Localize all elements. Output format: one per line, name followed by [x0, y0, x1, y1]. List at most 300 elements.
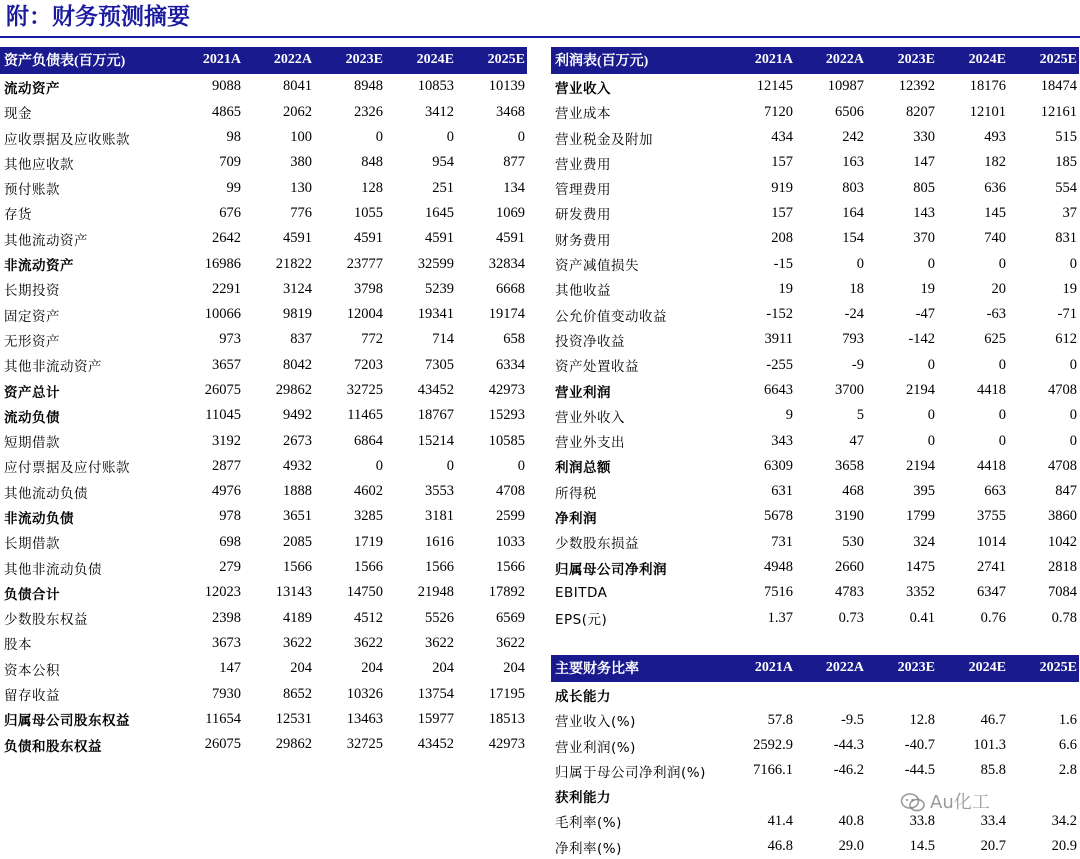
- row-label: 净利率(%): [555, 840, 622, 857]
- value-cell: 0: [1069, 407, 1077, 424]
- value-cell: 47: [849, 432, 864, 449]
- year-header: 2021A: [172, 47, 243, 73]
- value-cell: 98: [226, 129, 241, 146]
- value-cell: 42973: [488, 736, 525, 753]
- value-cell: 46.8: [767, 838, 793, 855]
- row-label: 非流动资产: [4, 258, 74, 275]
- table-row: [0, 201, 527, 226]
- value-cell: 204: [290, 660, 312, 677]
- value-cell: 13754: [417, 685, 454, 702]
- value-cell: 19: [1062, 280, 1077, 297]
- value-cell: 631: [771, 483, 793, 500]
- value-cell: 3657: [212, 356, 241, 373]
- value-cell: 3468: [496, 103, 525, 120]
- value-cell: 15293: [488, 407, 525, 424]
- value-cell: 279: [219, 559, 241, 576]
- value-cell: 2085: [283, 533, 312, 550]
- value-cell: 145: [984, 204, 1006, 221]
- value-cell: 772: [361, 331, 383, 348]
- value-cell: 157: [771, 204, 793, 221]
- value-cell: 954: [432, 154, 454, 171]
- value-cell: 17195: [488, 685, 525, 702]
- value-cell: 12023: [204, 584, 241, 601]
- value-cell: -152: [766, 306, 793, 323]
- row-label: 存货: [4, 207, 32, 224]
- value-cell: 143: [913, 204, 935, 221]
- value-cell: 4708: [496, 483, 525, 500]
- value-cell: -24: [844, 306, 864, 323]
- table-row: [0, 555, 527, 580]
- value-cell: 2326: [354, 103, 383, 120]
- value-cell: 13143: [275, 584, 312, 601]
- value-cell: 3622: [496, 634, 525, 651]
- year-header: 2023E: [866, 47, 937, 73]
- value-cell: 3553: [425, 483, 454, 500]
- row-label: 短期借款: [4, 435, 60, 452]
- table-title: 利润表(百万元): [551, 47, 724, 73]
- value-cell: 515: [1055, 129, 1077, 146]
- value-cell: 676: [219, 204, 241, 221]
- table-row: [551, 378, 1079, 403]
- value-cell: 4932: [283, 457, 312, 474]
- row-label: 负债合计: [4, 586, 60, 603]
- value-cell: 7203: [354, 356, 383, 373]
- value-cell: 29862: [275, 382, 312, 398]
- table-row: [0, 504, 527, 529]
- value-cell: 18176: [969, 78, 1006, 95]
- value-cell: 8948: [354, 78, 383, 95]
- value-cell: 32725: [346, 382, 383, 398]
- value-cell: 3798: [354, 280, 383, 297]
- table-row: [551, 606, 1079, 631]
- value-cell: 15977: [417, 710, 454, 727]
- value-cell: 4591: [496, 230, 525, 247]
- value-cell: 7084: [1048, 584, 1077, 601]
- value-cell: 731: [771, 533, 793, 550]
- value-cell: -255: [766, 356, 793, 373]
- value-cell: 26075: [204, 382, 241, 398]
- table-row: [0, 150, 527, 175]
- value-cell: 625: [984, 331, 1006, 348]
- value-cell: 554: [1055, 179, 1077, 196]
- value-cell: 2642: [212, 230, 241, 247]
- table-row: [0, 125, 527, 150]
- value-cell: -40.7: [904, 737, 935, 754]
- value-cell: 57.8: [767, 711, 793, 728]
- row-label: 营业利润: [555, 384, 611, 401]
- row-label: 管理费用: [555, 182, 611, 199]
- value-cell: 0: [998, 356, 1006, 373]
- table-row: [0, 454, 527, 479]
- value-cell: 8042: [283, 356, 312, 373]
- row-label: 预付账款: [4, 182, 60, 199]
- value-cell: 10139: [488, 78, 525, 95]
- value-cell: 6334: [496, 356, 525, 373]
- table-row: [0, 302, 527, 327]
- value-cell: 1069: [496, 204, 525, 221]
- value-cell: 0: [998, 407, 1006, 424]
- table-row: [551, 201, 1079, 226]
- table-row: [551, 150, 1079, 175]
- value-cell: 1014: [977, 533, 1006, 550]
- value-cell: 5: [856, 407, 864, 424]
- year-header: 2025E: [1008, 655, 1079, 681]
- value-cell: 434: [771, 129, 793, 146]
- value-cell: 3285: [354, 508, 383, 525]
- row-label: 其他收益: [555, 283, 611, 300]
- row-label: 营业税金及附加: [555, 131, 653, 148]
- year-header: 2024E: [385, 47, 456, 73]
- row-label: EBITDA: [555, 584, 608, 601]
- value-cell: 1475: [906, 559, 935, 576]
- value-cell: 0.41: [909, 609, 935, 626]
- row-label: 营业成本: [555, 106, 611, 123]
- value-cell: 18: [849, 280, 864, 297]
- value-cell: [937, 681, 1008, 707]
- value-cell: 4189: [283, 609, 312, 626]
- value-cell: 4976: [212, 483, 241, 500]
- value-cell: 6569: [496, 609, 525, 626]
- value-cell: 3622: [354, 634, 383, 651]
- value-cell: 204: [503, 660, 525, 677]
- value-cell: 0: [927, 255, 935, 272]
- value-cell: 330: [913, 129, 935, 146]
- value-cell: 2194: [906, 382, 935, 398]
- year-header: 2021A: [724, 47, 795, 73]
- year-header: 2025E: [456, 47, 527, 73]
- row-label: 少数股东权益: [4, 612, 88, 629]
- value-cell: 4865: [212, 103, 241, 120]
- row-label: 其他非流动资产: [4, 359, 102, 376]
- value-cell: 12.8: [909, 711, 935, 728]
- table-row: [0, 327, 527, 352]
- value-cell: 1566: [283, 559, 312, 576]
- table-row: [0, 251, 527, 276]
- value-cell: 2818: [1048, 559, 1077, 576]
- value-cell: 12392: [898, 78, 935, 95]
- value-cell: [724, 681, 795, 707]
- table-row: [551, 530, 1079, 555]
- value-cell: 185: [1055, 154, 1077, 171]
- year-header: 2025E: [1008, 47, 1079, 73]
- value-cell: 848: [361, 154, 383, 171]
- row-label: 长期投资: [4, 283, 60, 300]
- value-cell: -9: [851, 356, 864, 373]
- row-label: 少数股东损益: [555, 536, 639, 553]
- value-cell: 4591: [425, 230, 454, 247]
- value-cell: 3673: [212, 634, 241, 651]
- value-cell: 242: [842, 129, 864, 146]
- year-header: 2022A: [795, 655, 866, 681]
- value-cell: 1566: [425, 559, 454, 576]
- row-label: EPS(元): [555, 612, 608, 629]
- value-cell: 12531: [275, 710, 312, 727]
- value-cell: 0: [1069, 356, 1077, 373]
- table-row: [551, 580, 1079, 605]
- row-label: 归属于母公司净利润(%): [555, 764, 706, 781]
- table-row: [551, 302, 1079, 327]
- table-row: [0, 100, 527, 125]
- income-statement-table: [551, 47, 1079, 631]
- value-cell: 3755: [977, 508, 1006, 525]
- value-cell: 0: [446, 457, 454, 474]
- value-cell: 101.3: [973, 737, 1006, 754]
- value-cell: 32834: [488, 255, 525, 272]
- value-cell: 15214: [417, 432, 454, 449]
- value-cell: 8041: [283, 78, 312, 95]
- value-cell: 395: [913, 483, 935, 500]
- value-cell: 1888: [283, 483, 312, 500]
- value-cell: 530: [842, 533, 864, 550]
- value-cell: 100: [290, 129, 312, 146]
- value-cell: [1008, 783, 1079, 808]
- value-cell: 6506: [835, 103, 864, 120]
- value-cell: 26075: [204, 736, 241, 753]
- value-cell: 2592.9: [753, 737, 793, 754]
- table-row: [551, 277, 1079, 302]
- table-row: [551, 555, 1079, 580]
- row-label: 其他非流动负债: [4, 561, 102, 578]
- watermark: [900, 790, 990, 816]
- row-label: 现金: [4, 106, 32, 123]
- value-cell: 7516: [764, 584, 793, 601]
- value-cell: -9.5: [841, 711, 864, 728]
- value-cell: 42973: [488, 382, 525, 398]
- value-cell: 1042: [1048, 533, 1077, 550]
- table-row: [0, 226, 527, 251]
- table-row: [551, 708, 1079, 733]
- value-cell: 4591: [283, 230, 312, 247]
- value-cell: 29862: [275, 736, 312, 753]
- value-cell: 4418: [977, 457, 1006, 474]
- row-label: 营业收入(%): [555, 714, 636, 731]
- value-cell: 33.4: [980, 812, 1006, 829]
- row-label: 利润总额: [555, 460, 611, 477]
- value-cell: 4602: [354, 483, 383, 500]
- row-label: 负债和股东权益: [4, 738, 102, 755]
- table-row: [0, 631, 527, 656]
- value-cell: 0: [517, 129, 525, 146]
- row-label: 其他应收款: [4, 156, 74, 173]
- value-cell: 0: [998, 255, 1006, 272]
- value-cell: -142: [908, 331, 935, 348]
- value-cell: 9492: [283, 407, 312, 424]
- value-cell: 18474: [1040, 78, 1077, 95]
- value-cell: 0: [375, 129, 383, 146]
- table-row: [551, 454, 1079, 479]
- value-cell: 13463: [346, 710, 383, 727]
- value-cell: 12161: [1040, 103, 1077, 120]
- value-cell: 10987: [827, 78, 864, 95]
- value-cell: 6864: [354, 432, 383, 449]
- table-row: [0, 656, 527, 681]
- value-cell: 0: [927, 432, 935, 449]
- value-cell: 20: [991, 280, 1006, 297]
- value-cell: 793: [842, 331, 864, 348]
- value-cell: 3860: [1048, 508, 1077, 525]
- value-cell: 1566: [354, 559, 383, 576]
- balance-sheet-table: [0, 47, 527, 757]
- value-cell: 3352: [906, 584, 935, 601]
- value-cell: 1.6: [1058, 711, 1077, 728]
- value-cell: 7120: [764, 103, 793, 120]
- value-cell: 973: [219, 331, 241, 348]
- value-cell: 0: [446, 129, 454, 146]
- value-cell: 1.37: [767, 609, 793, 626]
- value-cell: 2673: [283, 432, 312, 449]
- value-cell: -47: [915, 306, 935, 323]
- value-cell: 10853: [417, 78, 454, 95]
- value-cell: 40.8: [838, 812, 864, 829]
- value-cell: 14.5: [909, 838, 935, 855]
- value-cell: 7166.1: [753, 762, 793, 779]
- value-cell: 0.73: [838, 609, 864, 626]
- value-cell: [866, 681, 937, 707]
- value-cell: 10326: [346, 685, 383, 702]
- row-label: 归属母公司净利润: [555, 561, 667, 578]
- value-cell: 8207: [906, 103, 935, 120]
- value-cell: 37: [1062, 204, 1077, 221]
- value-cell: 6643: [764, 382, 793, 398]
- value-cell: 1566: [496, 559, 525, 576]
- table-row: [551, 479, 1079, 504]
- value-cell: -44.3: [833, 737, 864, 754]
- value-cell: 251: [432, 179, 454, 196]
- table-row: [551, 733, 1079, 758]
- row-label: 资产减值损失: [555, 258, 639, 275]
- value-cell: 29.0: [838, 838, 864, 855]
- row-label: 固定资产: [4, 308, 60, 325]
- value-cell: 2877: [212, 457, 241, 474]
- value-cell: 3190: [835, 508, 864, 525]
- table-row: [551, 175, 1079, 200]
- value-cell: 14750: [346, 584, 383, 601]
- row-label: 营业外收入: [555, 409, 625, 426]
- value-cell: 0.76: [980, 609, 1006, 626]
- table-header-row: [551, 47, 1079, 73]
- value-cell: 128: [361, 179, 383, 196]
- table-row: [551, 834, 1079, 859]
- value-cell: -46.2: [833, 762, 864, 779]
- value-cell: 2599: [496, 508, 525, 525]
- row-label: 资本公积: [4, 662, 60, 679]
- value-cell: 3124: [283, 280, 312, 297]
- row-label: 归属母公司股东权益: [4, 713, 130, 730]
- row-label: 获利能力: [555, 790, 611, 807]
- value-cell: 776: [290, 204, 312, 221]
- value-cell: 4591: [354, 230, 383, 247]
- value-cell: 208: [771, 230, 793, 247]
- value-cell: 99: [226, 179, 241, 196]
- value-cell: 182: [984, 154, 1006, 171]
- value-cell: 130: [290, 179, 312, 196]
- value-cell: 493: [984, 129, 1006, 146]
- value-cell: 698: [219, 533, 241, 550]
- value-cell: 636: [984, 179, 1006, 196]
- value-cell: 11465: [347, 407, 383, 424]
- value-cell: 32725: [346, 736, 383, 753]
- value-cell: 11654: [205, 710, 241, 727]
- value-cell: 3700: [835, 382, 864, 398]
- value-cell: 0: [856, 255, 864, 272]
- value-cell: 6.6: [1058, 737, 1077, 754]
- value-cell: 9819: [283, 306, 312, 323]
- table-row: [0, 73, 527, 99]
- value-cell: 157: [771, 154, 793, 171]
- value-cell: -44.5: [904, 762, 935, 779]
- value-cell: 714: [432, 331, 454, 348]
- row-label: 应付票据及应付账款: [4, 460, 130, 477]
- table-row: [0, 403, 527, 428]
- value-cell: 1719: [354, 533, 383, 550]
- value-cell: 3181: [425, 508, 454, 525]
- value-cell: 9088: [212, 78, 241, 95]
- table-row: [0, 378, 527, 403]
- table-row: [0, 580, 527, 605]
- value-cell: 658: [503, 331, 525, 348]
- row-label: 营业收入: [555, 80, 611, 97]
- value-cell: 805: [913, 179, 935, 196]
- value-cell: 2741: [977, 559, 1006, 576]
- value-cell: 4418: [977, 382, 1006, 398]
- value-cell: 204: [361, 660, 383, 677]
- value-cell: 19: [920, 280, 935, 297]
- value-cell: 19341: [417, 306, 454, 323]
- value-cell: 7305: [425, 356, 454, 373]
- value-cell: -71: [1057, 306, 1077, 323]
- table-row: [0, 732, 527, 757]
- watermark-text: Au化工: [930, 792, 990, 813]
- value-cell: 11045: [205, 407, 241, 424]
- value-cell: 2062: [283, 103, 312, 120]
- row-label: 研发费用: [555, 207, 611, 224]
- value-cell: 847: [1055, 483, 1077, 500]
- value-cell: 1055: [354, 204, 383, 221]
- row-label: 非流动负债: [4, 510, 74, 527]
- row-label: 公允价值变动收益: [555, 308, 667, 325]
- value-cell: 837: [290, 331, 312, 348]
- value-cell: 85.8: [980, 762, 1006, 779]
- row-label: 营业利润(%): [555, 739, 636, 756]
- financial-ratios-table: [551, 655, 1079, 859]
- table-row: [551, 73, 1079, 99]
- value-cell: [795, 681, 866, 707]
- page-title: 附：财务预测摘要: [6, 4, 190, 30]
- value-cell: 4512: [354, 609, 383, 626]
- value-cell: [795, 783, 866, 808]
- value-cell: 380: [290, 154, 312, 171]
- table-title: 资产负债表(百万元): [0, 47, 172, 73]
- table-row: [551, 504, 1079, 529]
- value-cell: 0: [375, 457, 383, 474]
- value-cell: 3192: [212, 432, 241, 449]
- row-label: 投资净收益: [555, 333, 625, 350]
- value-cell: 0: [927, 356, 935, 373]
- value-cell: 46.7: [980, 711, 1006, 728]
- value-cell: 2398: [212, 609, 241, 626]
- value-cell: 612: [1055, 331, 1077, 348]
- value-cell: 20.9: [1051, 838, 1077, 855]
- value-cell: 0: [517, 457, 525, 474]
- row-label: 其他流动资产: [4, 232, 88, 249]
- row-label: 资产处置收益: [555, 359, 639, 376]
- table-title: 主要财务比率: [551, 655, 724, 681]
- row-label: 毛利率(%): [555, 815, 622, 832]
- value-cell: 12101: [969, 103, 1006, 120]
- value-cell: 1616: [425, 533, 454, 550]
- table-header-row: [0, 47, 527, 73]
- value-cell: 0.78: [1051, 609, 1077, 626]
